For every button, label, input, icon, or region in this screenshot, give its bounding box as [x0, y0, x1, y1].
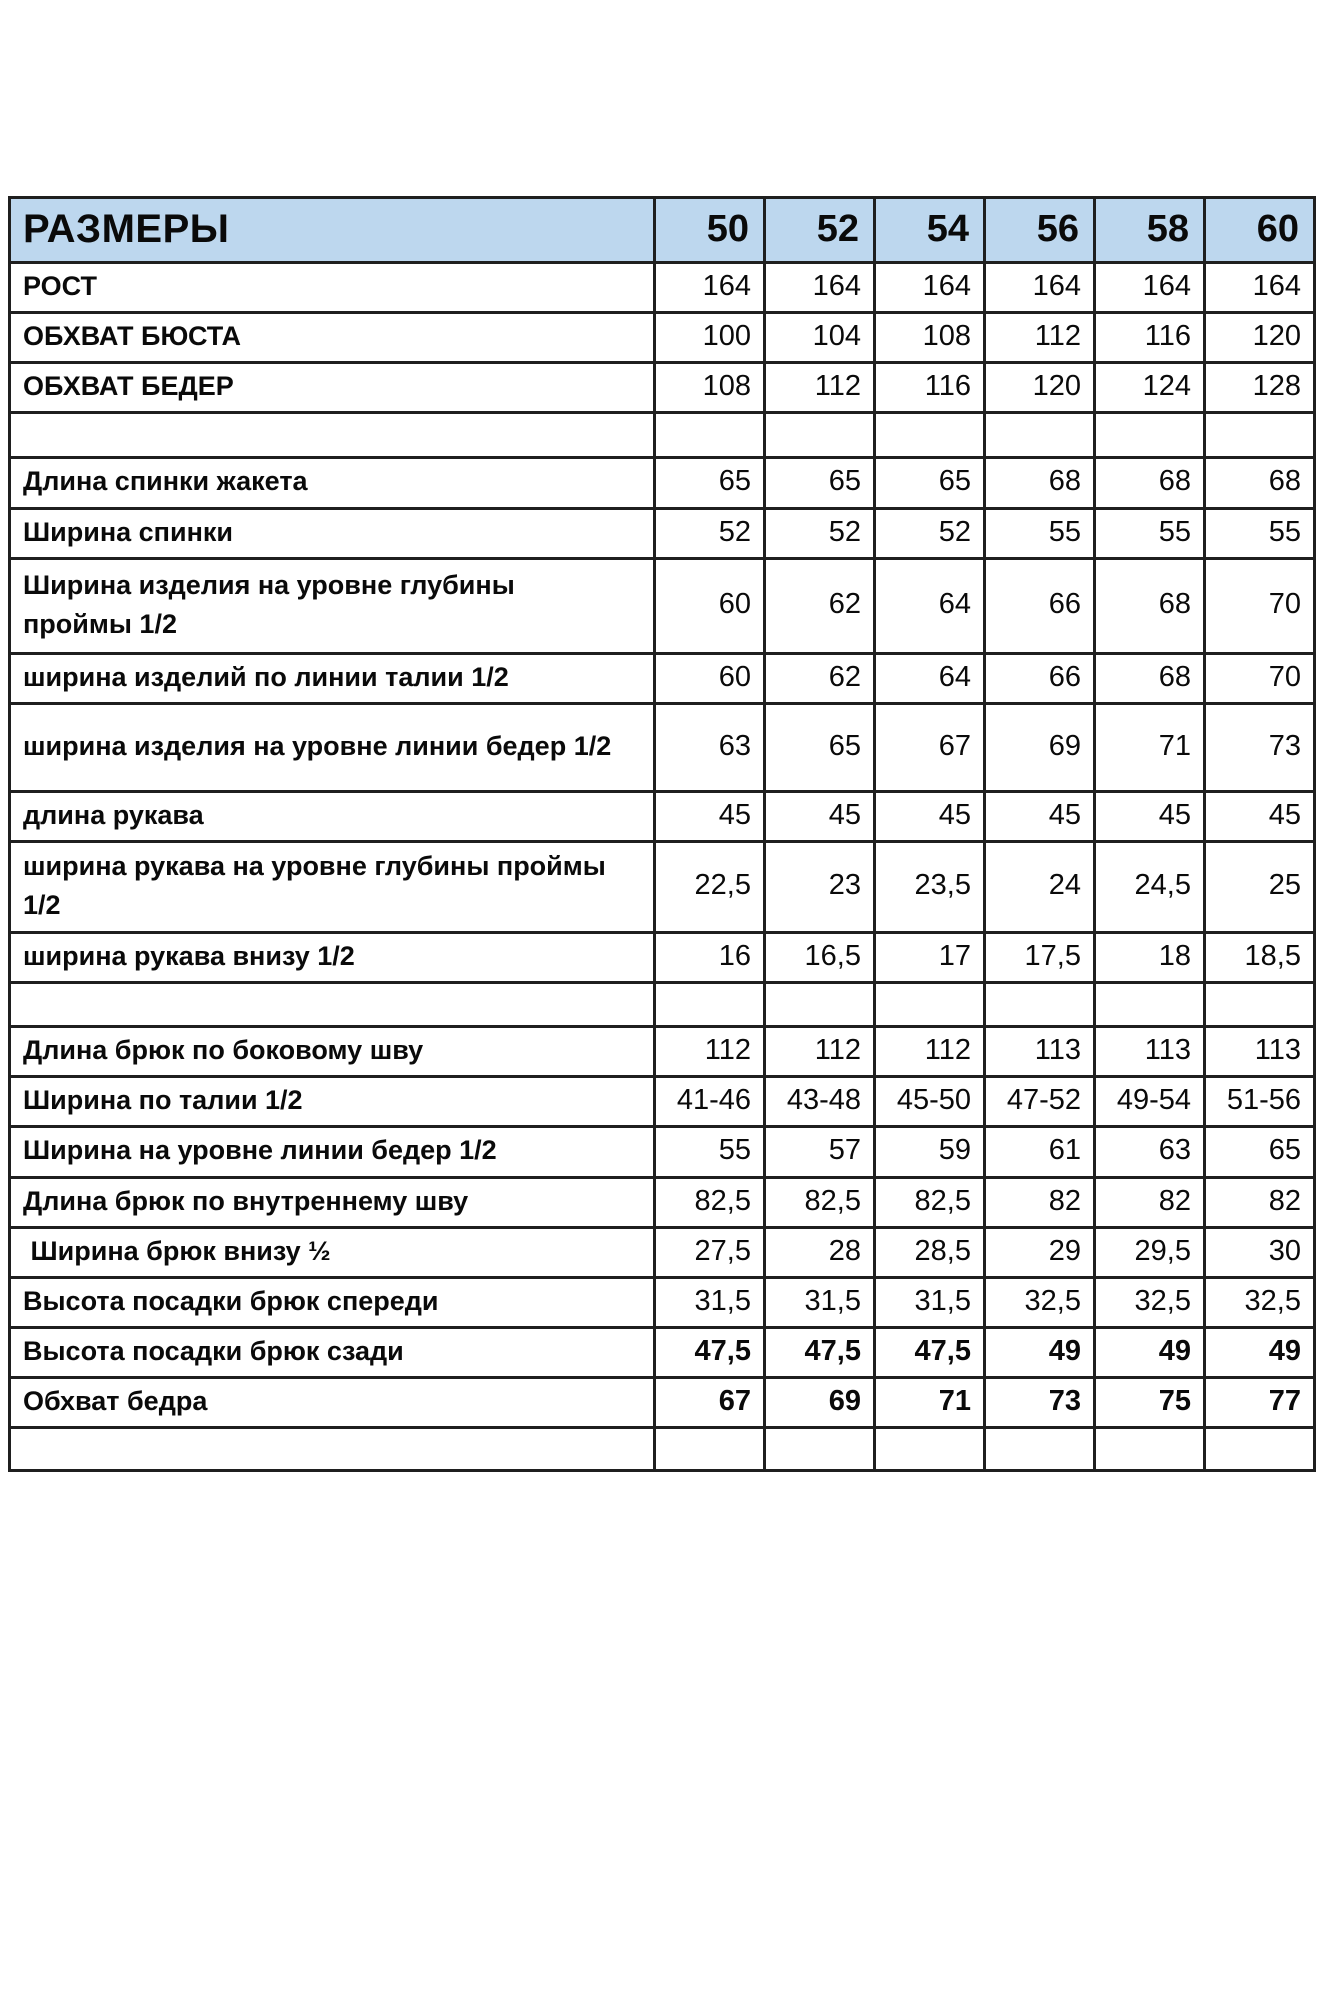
row-label: Ширина изделия на уровне глубины проймы 1/2 [10, 558, 655, 653]
table-row [10, 1077, 1315, 1127]
size-column-header: 52 [765, 198, 875, 263]
cell-value: 75 [1095, 1378, 1205, 1428]
cell-value: 82 [1095, 1177, 1205, 1227]
table-row [10, 653, 1315, 703]
size-table [8, 196, 1316, 1472]
row-label: Длина брюк по внутреннему шву [10, 1177, 655, 1227]
spacer-cell [1095, 983, 1205, 1027]
cell-value: 16,5 [765, 932, 875, 982]
cell-value: 82 [985, 1177, 1095, 1227]
cell-value: 71 [1095, 703, 1205, 791]
cell-value: 113 [985, 1027, 1095, 1077]
row-label: ширина рукава на уровне глубины проймы 1/2 [10, 841, 655, 932]
cell-value: 112 [765, 1027, 875, 1077]
spacer-cell [765, 413, 875, 458]
row-label: Ширина спинки [10, 508, 655, 558]
size-column-header: 54 [875, 198, 985, 263]
row-label: ширина рукава внизу 1/2 [10, 932, 655, 982]
cell-value: 68 [1095, 458, 1205, 508]
spacer-cell [655, 983, 765, 1027]
cell-value: 27,5 [655, 1227, 765, 1277]
cell-value: 24,5 [1095, 841, 1205, 932]
row-label: РОСТ [10, 263, 655, 313]
cell-value: 65 [765, 458, 875, 508]
cell-value: 69 [985, 703, 1095, 791]
spacer-cell [1095, 1428, 1205, 1471]
cell-value: 63 [655, 703, 765, 791]
cell-value: 29 [985, 1227, 1095, 1277]
cell-value: 45 [985, 791, 1095, 841]
table-row [10, 313, 1315, 363]
cell-value: 55 [985, 508, 1095, 558]
cell-value: 59 [875, 1127, 985, 1177]
table-row [10, 558, 1315, 653]
row-label: длина рукава [10, 791, 655, 841]
cell-value: 32,5 [1095, 1277, 1205, 1327]
cell-value: 52 [655, 508, 765, 558]
cell-value: 108 [875, 313, 985, 363]
row-label: Обхват бедра [10, 1378, 655, 1428]
cell-value: 23 [765, 841, 875, 932]
cell-value: 64 [875, 558, 985, 653]
table-row [10, 363, 1315, 413]
spacer-row [10, 983, 1315, 1027]
row-label: Высота посадки брюк спереди [10, 1277, 655, 1327]
table-row [10, 1027, 1315, 1077]
cell-value: 82 [1205, 1177, 1315, 1227]
spacer-row [10, 1428, 1315, 1471]
cell-value: 25 [1205, 841, 1315, 932]
cell-value: 62 [765, 558, 875, 653]
cell-value: 31,5 [875, 1277, 985, 1327]
cell-value: 23,5 [875, 841, 985, 932]
cell-value: 124 [1095, 363, 1205, 413]
table-body [10, 263, 1315, 1471]
size-column-header: 58 [1095, 198, 1205, 263]
cell-value: 64 [875, 653, 985, 703]
cell-value: 49 [985, 1327, 1095, 1377]
row-label: ширина изделий по линии талии 1/2 [10, 653, 655, 703]
spacer-row [10, 413, 1315, 458]
cell-value: 18 [1095, 932, 1205, 982]
cell-value: 41-46 [655, 1077, 765, 1127]
cell-value: 70 [1205, 558, 1315, 653]
cell-value: 49 [1205, 1327, 1315, 1377]
row-label: Длина спинки жакета [10, 458, 655, 508]
cell-value: 100 [655, 313, 765, 363]
cell-value: 47-52 [985, 1077, 1095, 1127]
spacer-cell [10, 413, 655, 458]
cell-value: 73 [1205, 703, 1315, 791]
table-row [10, 1177, 1315, 1227]
cell-value: 22,5 [655, 841, 765, 932]
cell-value: 82,5 [765, 1177, 875, 1227]
cell-value: 77 [1205, 1378, 1315, 1428]
cell-value: 55 [1095, 508, 1205, 558]
spacer-cell [1205, 983, 1315, 1027]
cell-value: 66 [985, 653, 1095, 703]
cell-value: 60 [655, 653, 765, 703]
cell-value: 164 [765, 263, 875, 313]
spacer-cell [1095, 413, 1205, 458]
cell-value: 45 [1095, 791, 1205, 841]
cell-value: 68 [985, 458, 1095, 508]
spacer-cell [1205, 1428, 1315, 1471]
cell-value: 49-54 [1095, 1077, 1205, 1127]
cell-value: 164 [1095, 263, 1205, 313]
row-label: Ширина на уровне линии бедер 1/2 [10, 1127, 655, 1177]
cell-value: 71 [875, 1378, 985, 1428]
cell-value: 28 [765, 1227, 875, 1277]
table-row [10, 263, 1315, 313]
cell-value: 61 [985, 1127, 1095, 1177]
cell-value: 66 [985, 558, 1095, 653]
row-label: Ширина по талии 1/2 [10, 1077, 655, 1127]
cell-value: 63 [1095, 1127, 1205, 1177]
cell-value: 60 [655, 558, 765, 653]
cell-value: 52 [875, 508, 985, 558]
cell-value: 128 [1205, 363, 1315, 413]
cell-value: 164 [655, 263, 765, 313]
cell-value: 104 [765, 313, 875, 363]
cell-value: 65 [765, 703, 875, 791]
cell-value: 164 [875, 263, 985, 313]
cell-value: 32,5 [1205, 1277, 1315, 1327]
cell-value: 113 [1205, 1027, 1315, 1077]
cell-value: 43-48 [765, 1077, 875, 1127]
cell-value: 67 [875, 703, 985, 791]
size-column-header: 50 [655, 198, 765, 263]
cell-value: 45 [655, 791, 765, 841]
cell-value: 112 [875, 1027, 985, 1077]
cell-value: 65 [875, 458, 985, 508]
cell-value: 31,5 [655, 1277, 765, 1327]
cell-value: 112 [985, 313, 1095, 363]
cell-value: 30 [1205, 1227, 1315, 1277]
table-header-row [10, 198, 1315, 263]
table-row [10, 508, 1315, 558]
table-row [10, 932, 1315, 982]
size-column-header: 56 [985, 198, 1095, 263]
table-row [10, 458, 1315, 508]
cell-value: 120 [985, 363, 1095, 413]
cell-value: 51-56 [1205, 1077, 1315, 1127]
spacer-cell [1205, 413, 1315, 458]
cell-value: 55 [1205, 508, 1315, 558]
row-label: Ширина брюк внизу ½ [10, 1227, 655, 1277]
cell-value: 32,5 [985, 1277, 1095, 1327]
cell-value: 116 [875, 363, 985, 413]
cell-value: 47,5 [875, 1327, 985, 1377]
table-row [10, 1378, 1315, 1428]
cell-value: 52 [765, 508, 875, 558]
row-label: ширина изделия на уровне линии бедер 1/2 [10, 703, 655, 791]
spacer-cell [10, 1428, 655, 1471]
cell-value: 45 [875, 791, 985, 841]
cell-value: 47,5 [655, 1327, 765, 1377]
cell-value: 55 [655, 1127, 765, 1177]
cell-value: 17,5 [985, 932, 1095, 982]
spacer-cell [765, 983, 875, 1027]
cell-value: 16 [655, 932, 765, 982]
table-row [10, 841, 1315, 932]
cell-value: 45-50 [875, 1077, 985, 1127]
cell-value: 68 [1095, 558, 1205, 653]
cell-value: 164 [985, 263, 1095, 313]
cell-value: 17 [875, 932, 985, 982]
spacer-cell [765, 1428, 875, 1471]
table-row [10, 1327, 1315, 1377]
table-row [10, 1227, 1315, 1277]
row-label: ОБХВАТ БЕДЕР [10, 363, 655, 413]
cell-value: 65 [1205, 1127, 1315, 1177]
table-row [10, 791, 1315, 841]
cell-value: 112 [765, 363, 875, 413]
spacer-cell [10, 983, 655, 1027]
table-row [10, 1277, 1315, 1327]
spacer-cell [985, 413, 1095, 458]
cell-value: 45 [1205, 791, 1315, 841]
spacer-cell [655, 1428, 765, 1471]
table-row [10, 703, 1315, 791]
cell-value: 69 [765, 1378, 875, 1428]
cell-value: 45 [765, 791, 875, 841]
cell-value: 57 [765, 1127, 875, 1177]
size-column-header: 60 [1205, 198, 1315, 263]
cell-value: 116 [1095, 313, 1205, 363]
cell-value: 31,5 [765, 1277, 875, 1327]
cell-value: 70 [1205, 653, 1315, 703]
row-label: Длина брюк по боковому шву [10, 1027, 655, 1077]
spacer-cell [985, 983, 1095, 1027]
row-label: Высота посадки брюк сзади [10, 1327, 655, 1377]
cell-value: 24 [985, 841, 1095, 932]
cell-value: 29,5 [1095, 1227, 1205, 1277]
cell-value: 49 [1095, 1327, 1205, 1377]
cell-value: 164 [1205, 263, 1315, 313]
cell-value: 67 [655, 1378, 765, 1428]
spacer-cell [875, 413, 985, 458]
cell-value: 68 [1095, 653, 1205, 703]
cell-value: 82,5 [655, 1177, 765, 1227]
cell-value: 112 [655, 1027, 765, 1077]
spacer-cell [655, 413, 765, 458]
cell-value: 18,5 [1205, 932, 1315, 982]
cell-value: 28,5 [875, 1227, 985, 1277]
cell-value: 120 [1205, 313, 1315, 363]
cell-value: 47,5 [765, 1327, 875, 1377]
table-row [10, 1127, 1315, 1177]
cell-value: 73 [985, 1378, 1095, 1428]
table-title: РАЗМЕРЫ [10, 198, 655, 263]
cell-value: 65 [655, 458, 765, 508]
cell-value: 68 [1205, 458, 1315, 508]
cell-value: 108 [655, 363, 765, 413]
spacer-cell [875, 1428, 985, 1471]
row-label: ОБХВАТ БЮСТА [10, 313, 655, 363]
spacer-cell [985, 1428, 1095, 1471]
cell-value: 62 [765, 653, 875, 703]
spacer-cell [875, 983, 985, 1027]
cell-value: 113 [1095, 1027, 1205, 1077]
cell-value: 82,5 [875, 1177, 985, 1227]
